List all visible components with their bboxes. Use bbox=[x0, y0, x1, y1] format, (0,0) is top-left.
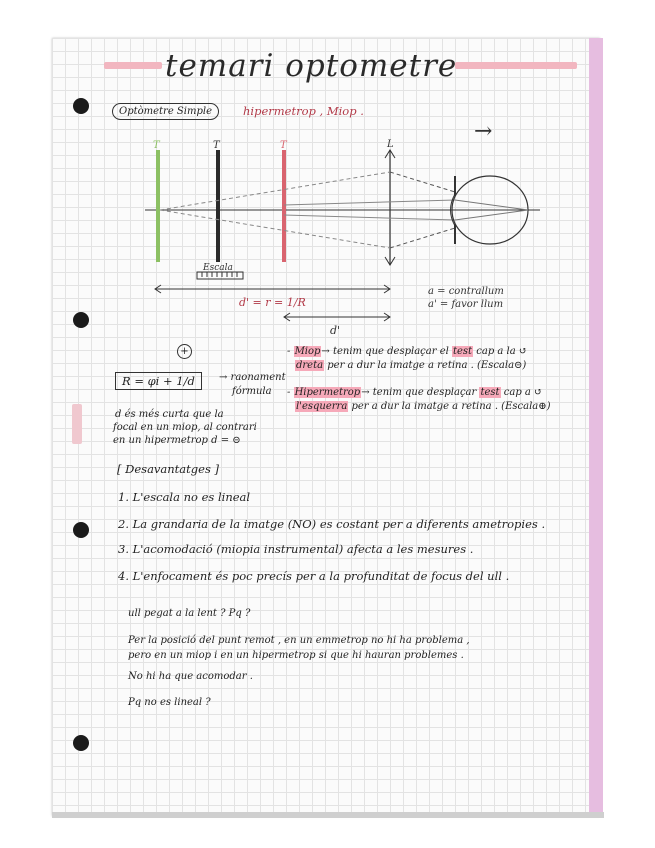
label-escala: Escala bbox=[203, 263, 233, 273]
question-3: Pq no es lineal ? bbox=[128, 697, 211, 708]
desavantatge-item: 2. La grandaria de la imatge (NO) es costant per a diferents ametropies . bbox=[118, 517, 546, 531]
scale-ruler bbox=[197, 272, 243, 279]
plus-circle: + bbox=[177, 344, 192, 359]
formula-arrow: → raonament bbox=[219, 372, 286, 383]
miop-line-1: - Miop→ tenim que desplaçar el test cap a la ↺ bbox=[287, 346, 528, 357]
formula-note-3: en un hipermetrop d = ⊝ bbox=[113, 435, 241, 446]
hip-highlight: Hipermetrop bbox=[294, 387, 361, 398]
ray-eye-1 bbox=[455, 200, 528, 210]
ray-5 bbox=[284, 200, 455, 205]
desavantatges-heading: [ Desavantatges ] bbox=[117, 462, 219, 476]
label-dprime-eq: d' = r = 1/R bbox=[239, 296, 306, 309]
ray-4 bbox=[160, 210, 390, 248]
section-subtitle: hipermetrop , Miop . bbox=[243, 104, 364, 118]
desavantatge-item: 3. L'acomodació (miopia instrumental) afecta a les mesures . bbox=[118, 542, 474, 556]
legend-a: a = contrallum bbox=[428, 286, 504, 297]
label-dprime: d' bbox=[330, 324, 341, 337]
label-t1: T bbox=[153, 140, 160, 151]
formula-arrow-2: fórmula bbox=[232, 386, 272, 397]
direction-arrow: → bbox=[474, 119, 493, 144]
ray-6 bbox=[284, 215, 455, 220]
miop-highlight: Miop bbox=[294, 346, 321, 357]
ray-eye-2 bbox=[455, 210, 528, 220]
formula-box: R = φi + 1/d bbox=[115, 372, 202, 390]
formula-note-2: focal en un miop, al contrari bbox=[113, 422, 257, 433]
page-title: temari optometre bbox=[165, 48, 458, 84]
desavantatge-item: 4. L'enfocament és poc precís per a la profunditat de focus del ull . bbox=[118, 569, 510, 583]
formula-note-1: d és més curta que la bbox=[115, 409, 224, 420]
label-t2: T bbox=[213, 140, 220, 151]
answer-1-line-2: pero en un miop i en un hipermetrop si que hi hauran problemes . bbox=[128, 650, 464, 661]
ray-2 bbox=[390, 228, 455, 248]
question-1: ull pegat a la lent ? Pq ? bbox=[128, 608, 251, 619]
answer-1-line-1: Per la posició del punt remot , en un emmetrop no hi ha problema , bbox=[128, 635, 470, 646]
label-t3: T bbox=[280, 140, 287, 151]
hip-line-2: l'esquerra per a dur la imatge a retina . (Escala⊕) bbox=[296, 401, 551, 412]
section-tag: Optòmetre Simple bbox=[112, 103, 219, 120]
ray-1 bbox=[390, 172, 455, 192]
legend-a2: a' = favor llum bbox=[428, 299, 504, 310]
hip-line-1: - Hipermetrop→ tenim que desplaçar test cap a ↺ bbox=[287, 387, 543, 398]
label-lens: L bbox=[387, 139, 394, 150]
desavantatge-item: 1. L'escala no es lineal bbox=[118, 490, 251, 504]
answer-2: No hi ha que acomodar . bbox=[128, 671, 253, 682]
ray-3 bbox=[160, 172, 390, 210]
miop-line-2: dreta per a dur la imatge a retina . (Escala⊝) bbox=[296, 360, 527, 371]
